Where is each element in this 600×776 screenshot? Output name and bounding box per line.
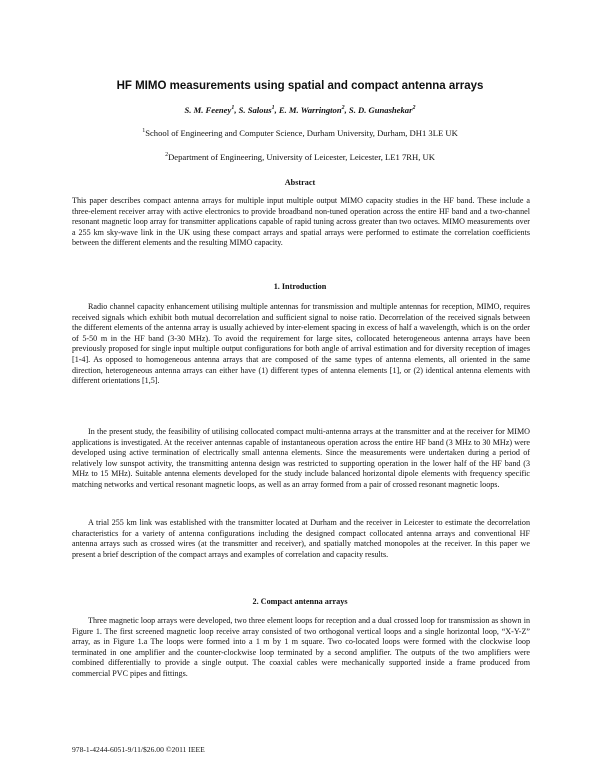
affiliation-text: Department of Engineering, University of Leicester, Leicester, LE1 7RH, UK — [168, 152, 435, 162]
author-affiliation-mark: 1 — [271, 105, 275, 112]
section-heading-compact-arrays: 2. Compact antenna arrays — [252, 597, 348, 606]
author-name: S. Salous — [238, 105, 272, 115]
paper-title: HF MIMO measurements using spatial and compact antenna arrays — [116, 80, 484, 92]
author-affiliation-mark: 2 — [412, 105, 416, 112]
author-affiliation-mark: 2 — [341, 105, 345, 112]
author-name: E. M. Warrington — [278, 105, 342, 115]
compact-arrays-paragraph-1: Three magnetic loop arrays were developed, two three element loops for reception and a dual crossed loop for transmission as shown in Figure 1. The first screened magnetic loop receive array consisted of two orthogonal vertical loops and a single horizontal loop, “X-Y-Z” array, as in Figure 1.a The loops were formed into a 1 m by 1 m square. Two co-located loops were formed with the clockwise loop terminated in one amplifier and the counter-clockwise loop terminated by a second amplifier. The outputs of the two amplifiers were combined differentially to provide a single output. The coaxial cables were mechanically supported inside a frame produced from commercial PVC pipes and fittings. — [72, 616, 530, 678]
copyright-footer: 978-1-4244-6051-9/11/$26.00 ©2011 IEEE — [72, 745, 205, 754]
affiliation-leicester — [0, 152, 600, 162]
intro-paragraph-2: In the present study, the feasibility of utilising collocated compact multi-antenna arrays at the transmitter and at the receiver for MIMO applications is investigated. At the receiver antennas capable of instantaneous operation across the entire HF band (3 MHz to 30 MHz) were developed using active termination of electrically small antenna elements. Since the measurements were undertaken during a period of relatively low sunspot activity, the transmitting antenna design was restricted to supporting operation in the lower half of the HF band (3 MHz to 15 MHz). Suitable antenna elements developed for the study include balanced horizontal dipole elements with frequency specific matching networks and vertical resonant magnetic loops, as well as an array formed from a pair of crossed resonant magnetic loops. — [72, 427, 530, 489]
author-separator: , — [234, 105, 239, 115]
author-separator: , — [274, 105, 279, 115]
author-list — [0, 105, 600, 115]
abstract-heading: Abstract — [284, 178, 316, 187]
author-name: S. M. Feeney — [184, 105, 232, 115]
author-affiliation-mark: 1 — [231, 105, 235, 112]
affiliation-mark: 1 — [142, 128, 146, 135]
affiliation-mark: 2 — [165, 152, 169, 159]
author-name: S. D. Gunashekar — [348, 105, 413, 115]
affiliation-durham — [0, 128, 600, 138]
intro-paragraph-1: Radio channel capacity enhancement utilising multiple antennas for transmission and multiple antennas for reception, MIMO, requires received signals which exhibit both mutual decorrelation and sufficient signal to noise ratio. Decorrelation of the received signals between the different elements of the antenna array is usually achieved by inter-element spacing in excess of half a wavelength, which is on the order of 5-50 m in the HF band (3-30 MHz). To avoid the requirement for large sites, collocated heterogeneous antenna arrays have been previously proposed for single input multiple output configurations for both angle of arrival estimation and for diversity reception of images [1-4]. As opposed to homogeneous antenna arrays that are composed of the same types of antenna elements, all oriented in the same direction, heterogeneous antenna arrays can either have (1) different types of antenna elements [1], or (2) identical antenna elements with different orientations [1,5]. — [72, 302, 530, 386]
affiliation-text: School of Engineering and Computer Science, Durham University, Durham, DH1 3LE UK — [145, 128, 458, 138]
section-heading-introduction: 1. Introduction — [273, 282, 327, 291]
author-separator: , — [344, 105, 349, 115]
abstract-text: This paper describes compact antenna arrays for multiple input multiple output MIMO capacity studies in the HF band. These include a three-element receiver array with active electronics to provide broadband non-tuned operation across the entire HF band and a two-channel resonant magnetic loop array for transmitter applications capable of rapid tuning across greater than two octaves. MIMO measurements over a 255 km sky-wave link in the UK using these compact arrays and spatial arrays were performed to estimate the correlation coefficients between the different elements and the resulting MIMO capacity. — [72, 196, 530, 248]
intro-paragraph-3: A trial 255 km link was established with the transmitter located at Durham and the receiver in Leicester to estimate the decorrelation characteristics for a variety of antenna configurations including the designed compact collocated antenna arrays and conventional HF antenna arrays such as crossed wires (at the transmitter and receiver), and spatially matched monopoles at the receiver. In this paper we present a brief description of the compact arrays and examples of correlation and capacity results. — [72, 518, 530, 559]
